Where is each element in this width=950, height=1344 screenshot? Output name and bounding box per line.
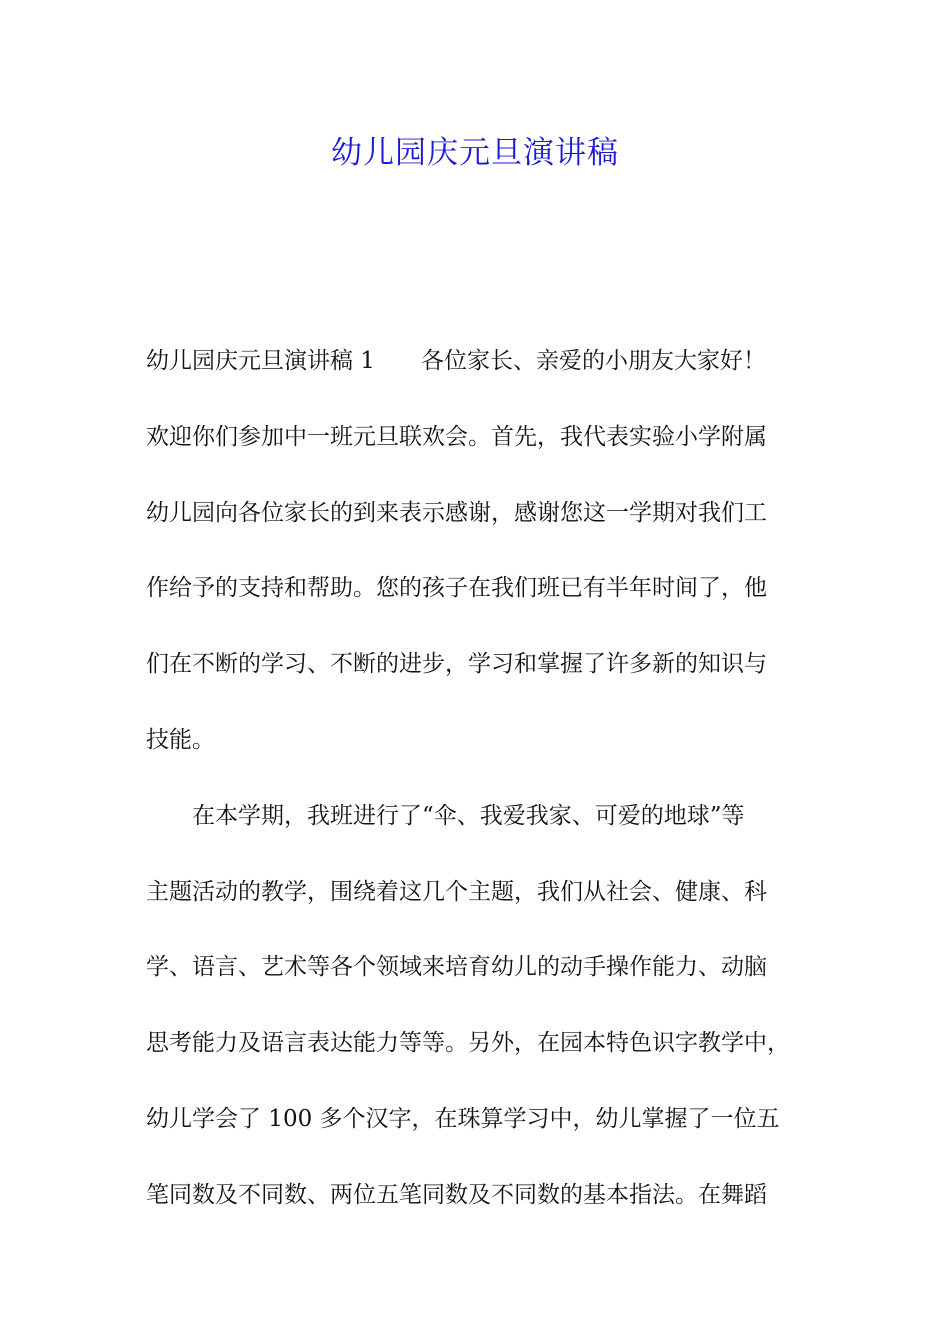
body-line: 作给予的支持和帮助。您的孩子在我们班已有半年时间了，他 xyxy=(146,575,767,602)
body-line: 在本学期，我班进行了“伞、我爱我家、可爱的地球”等 xyxy=(146,802,745,829)
document-title: 幼儿园庆元旦演讲稿 xyxy=(331,135,619,171)
body-line: 欢迎你们参加中一班元旦联欢会。首先，我代表实验小学附属 xyxy=(146,423,767,450)
body-line: 主题活动的教学，围绕着这几个主题，我们从社会、健康、科 xyxy=(146,878,767,905)
body-line: 幼儿园向各位家长的到来表示感谢，感谢您这一学期对我们工 xyxy=(146,499,767,526)
body-line: 们在不断的学习、不断的进步，学习和掌握了许多新的知识与 xyxy=(146,651,767,678)
body-line: 学、语言、艺术等各个领域来培育幼儿的动手操作能力、动脑 xyxy=(146,954,767,981)
body-line: 技能。 xyxy=(146,726,215,753)
document-body xyxy=(146,338,836,1248)
body-line: 笔同数及不同数、两位五笔同数及不同数的基本指法。在舞蹈 xyxy=(146,1181,767,1208)
body-line: 思考能力及语言表达能力等等。另外，在园本特色识字教学中， xyxy=(146,1030,790,1057)
body-line: 幼儿园庆元旦演讲稿 1 各位家长、亲爱的小朋友大家好！ xyxy=(146,348,766,374)
body-line: 幼儿学会了 100 多个汉字，在珠算学习中，幼儿掌握了一位五 xyxy=(146,1105,780,1132)
